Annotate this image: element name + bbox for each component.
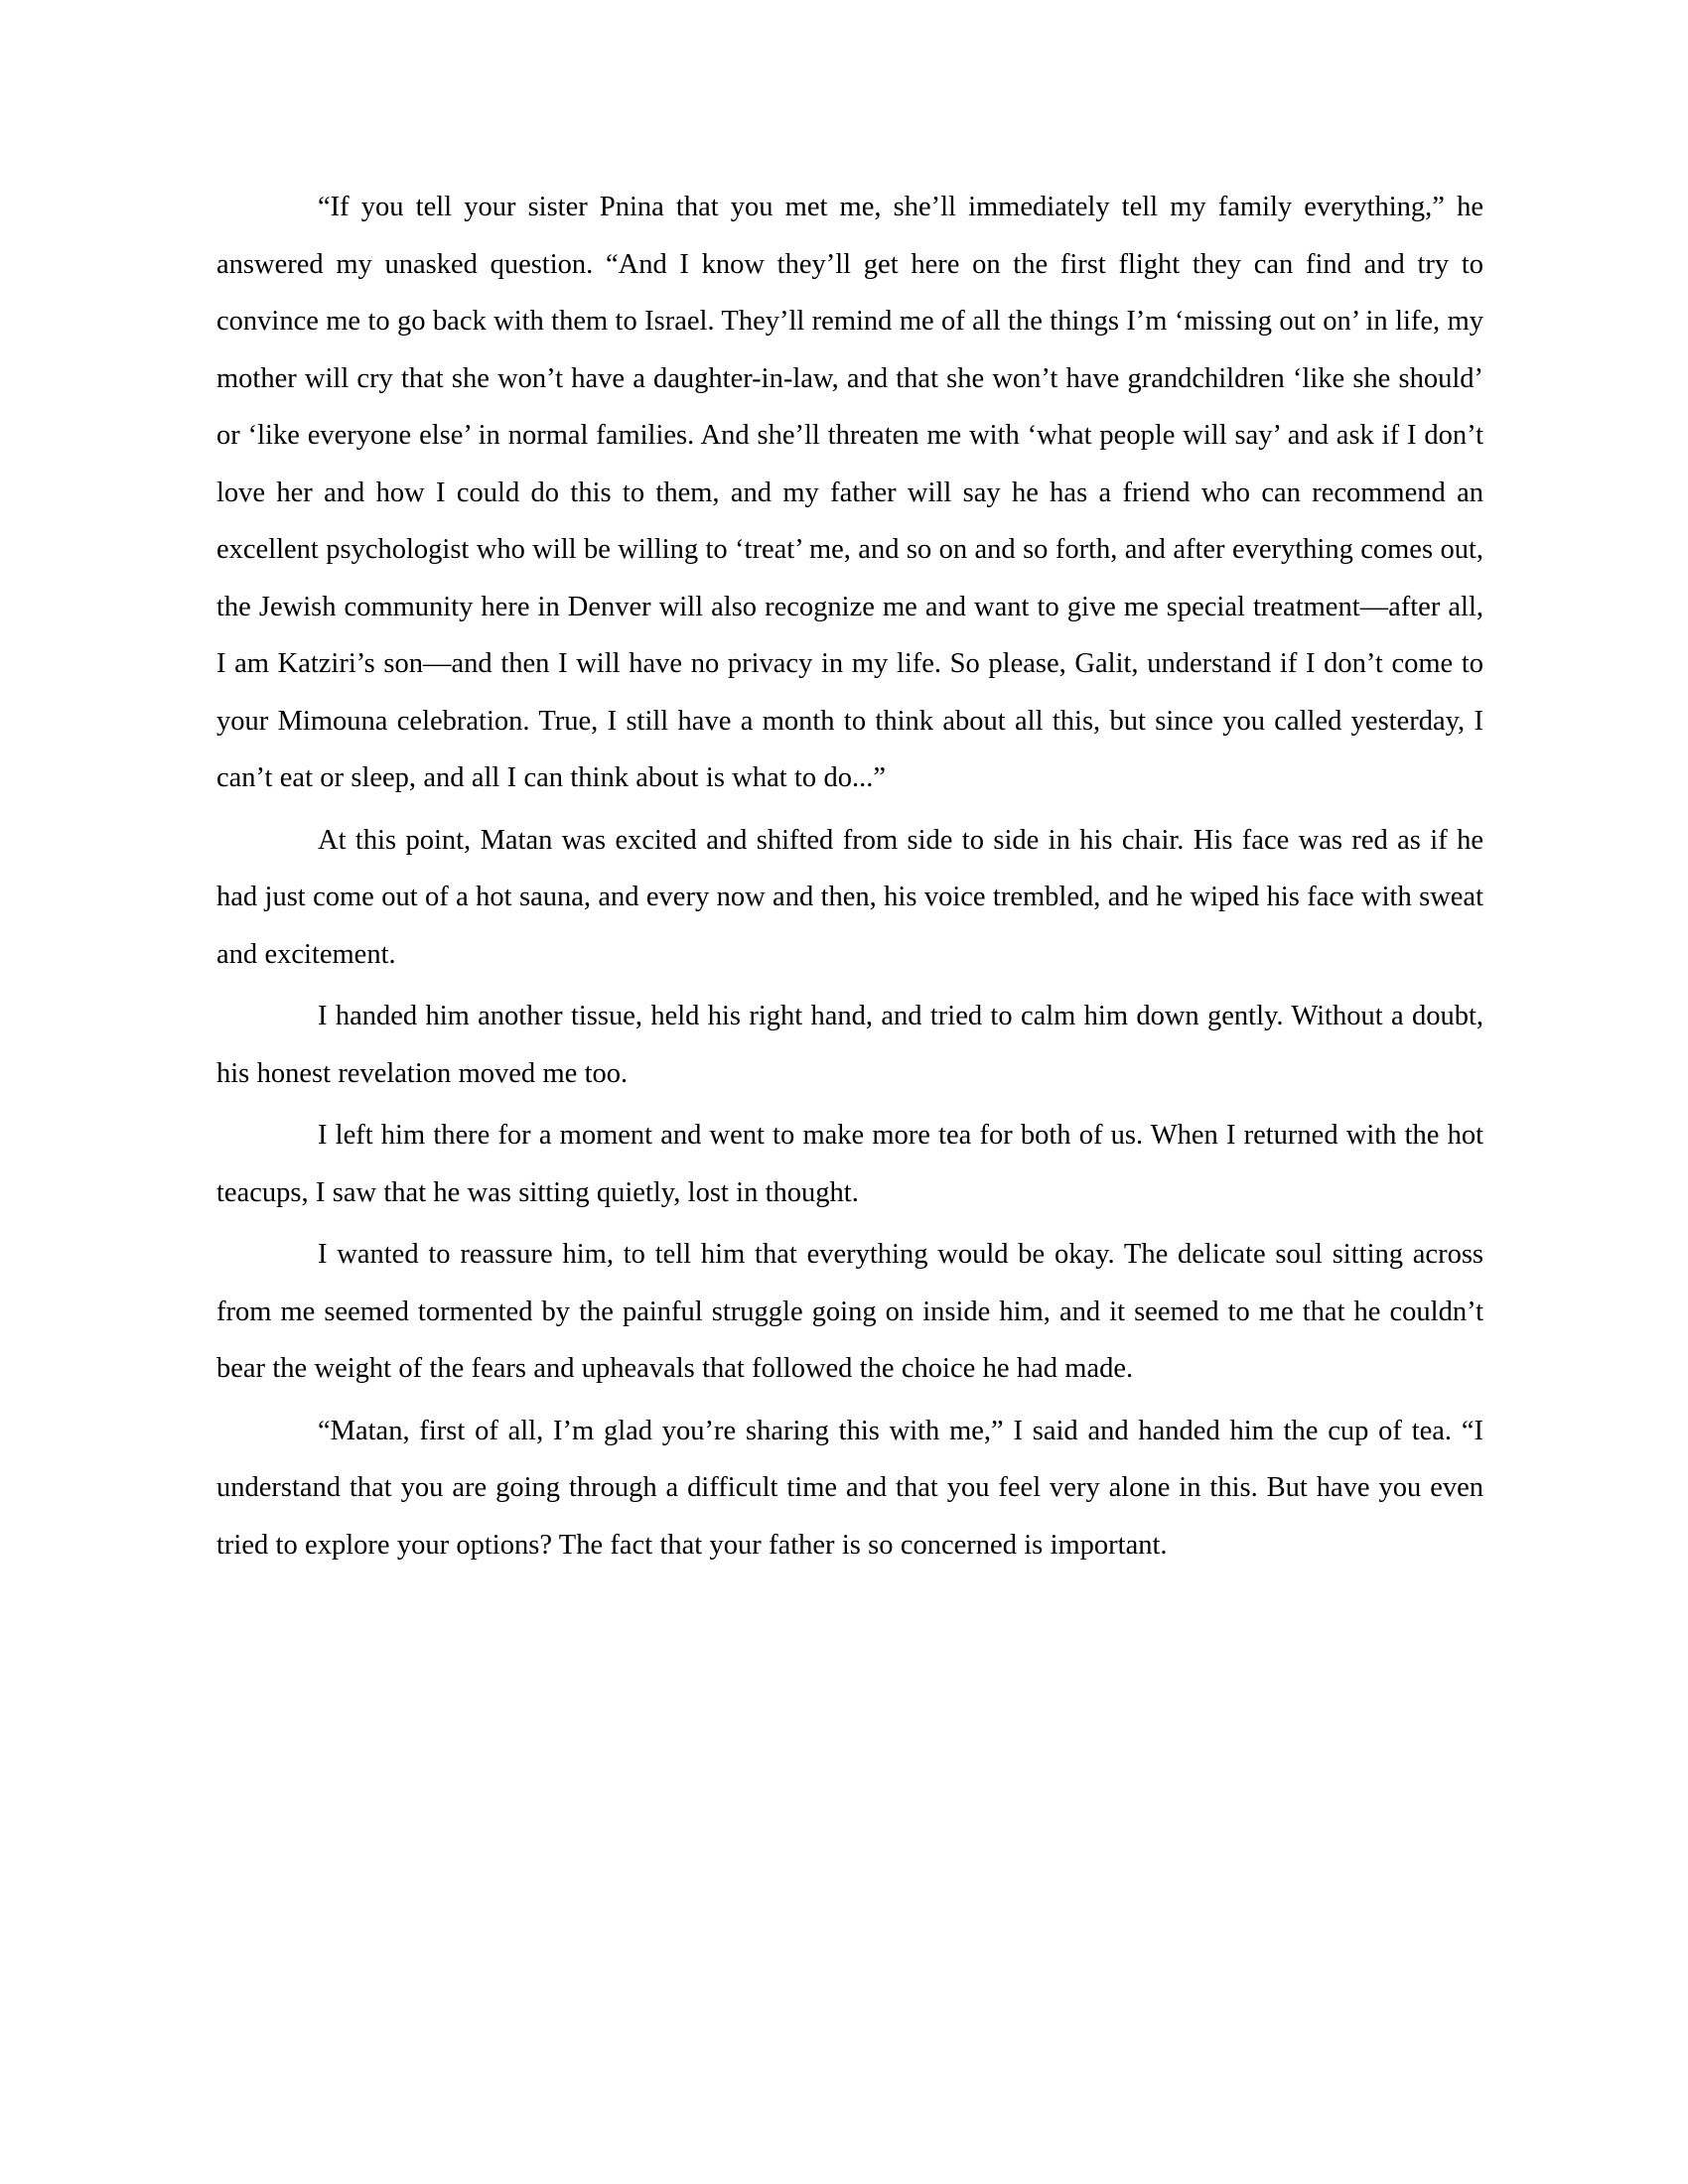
paragraph-1: “If you tell your sister Pnina that you met me, she’ll immediately tell my family everything,” he answered my unasked question. “And I know they’ll get here on the first flight they can find and try to convince me to go back with them to Israel. They’ll remind me of all the things I’m ‘missing out on’ in life, my mother will cry that she won’t have a daughter-in-law, and that she won’t have grandchildren ‘like she should’ or ‘like everyone else’ in normal families. And she’ll threaten me with ‘what people will say’ and ask if I don’t love her and how I could do this to them, and my father will say he has a friend who can recommend an excellent psychologist who will be willing to ‘treat’ me, and so on and so forth, and after everything comes out, the Jewish community here in Denver will also recognize me and want to give me special treatment—after all, I am Katziri’s son—and then I will have no privacy in my life. So please, Galit, understand if I don’t come to your Mimouna celebration. True, I still have a month to think about all this, but since you called yesterday, I can’t eat or sleep, and all I can think about is what to do...” [216,192,1483,793]
paragraph-2: At this point, Matan was excited and shifted from side to side in his chair. His face was red as if he had just come out of a hot sauna, and every now and then, his voice trembled, and he wiped his face with sweat and excitement. [216,824,1483,970]
paragraph-4: I left him there for a moment and went to make more tea for both of us. When I returned with the hot teacups, I saw that he was sitting quietly, lost in thought. [216,1120,1483,1208]
paragraph-3: I handed him another tissue, held his right hand, and tried to calm him down gently. Without a doubt, his honest revelation moved me too. [216,1001,1483,1089]
paragraph-6: “Matan, first of all, I’m glad you’re sharing this with me,” I said and handed him the cup of tea. “I understand that you are going through a difficult time and that you feel very alone in this. But have you even tried to explore your options? The fact that your father is so concerned is important. [216,1415,1483,1561]
document-text-column [205,179,1483,1573]
paragraph-5: I wanted to reassure him, to tell him that everything would be okay. The delicate soul sitting across from me seemed tormented by the painful struggle going on inside him, and it seemed to me that he couldn’t bear the weight of the fears and upheavals that followed the choice he had made. [216,1239,1483,1384]
